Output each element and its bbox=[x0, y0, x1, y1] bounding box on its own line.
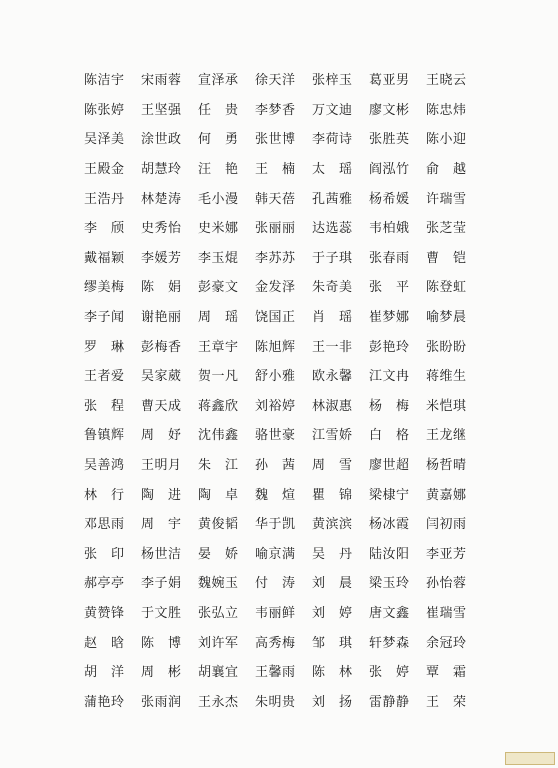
person-name: 陈旭辉 bbox=[255, 339, 296, 355]
person-name: 魏婉玉 bbox=[198, 576, 239, 592]
person-name: 刘 晨 bbox=[312, 576, 353, 592]
person-name: 宋雨蓉 bbox=[141, 73, 182, 89]
person-name: 江雪娇 bbox=[312, 428, 353, 444]
person-name: 吴 丹 bbox=[312, 546, 353, 562]
person-name: 李媛芳 bbox=[141, 250, 182, 266]
person-name: 唐文鑫 bbox=[369, 605, 410, 621]
person-name: 韦丽鲜 bbox=[255, 605, 296, 621]
person-name: 曹 铠 bbox=[426, 250, 467, 266]
name-row bbox=[84, 656, 484, 686]
person-name: 晏 娇 bbox=[198, 546, 239, 562]
person-name: 陈 林 bbox=[312, 665, 353, 681]
person-name: 王龙继 bbox=[426, 428, 467, 444]
person-name: 魏 煊 bbox=[255, 487, 296, 503]
person-name: 汪 艳 bbox=[198, 162, 239, 178]
person-name: 米恺琪 bbox=[426, 398, 467, 414]
person-name: 梁玉玲 bbox=[369, 576, 410, 592]
person-name: 陈登虹 bbox=[426, 280, 467, 296]
person-name: 朱奇美 bbox=[312, 280, 353, 296]
person-name: 轩梦森 bbox=[369, 635, 410, 651]
person-name: 杨希媛 bbox=[369, 191, 410, 207]
person-name: 余冠玲 bbox=[426, 635, 467, 651]
person-name: 肖 瑶 bbox=[312, 310, 353, 326]
person-name: 黄俊韬 bbox=[198, 517, 239, 533]
person-name: 王明月 bbox=[141, 458, 182, 474]
person-name: 周 宇 bbox=[141, 517, 182, 533]
person-name: 白 格 bbox=[369, 428, 410, 444]
person-name: 覃 霜 bbox=[426, 665, 467, 681]
person-name: 林淑惠 bbox=[312, 398, 353, 414]
person-name: 刘裕婷 bbox=[255, 398, 296, 414]
person-name: 闫初雨 bbox=[426, 517, 467, 533]
name-row bbox=[84, 360, 484, 390]
name-row bbox=[84, 508, 484, 538]
name-row bbox=[84, 597, 484, 627]
person-name: 蒲艳玲 bbox=[84, 694, 125, 710]
person-name: 舒小雅 bbox=[255, 369, 296, 385]
person-name: 陈 娟 bbox=[141, 280, 182, 296]
person-name: 胡 洋 bbox=[84, 665, 125, 681]
person-name: 贺一凡 bbox=[198, 369, 239, 385]
person-name: 骆世豪 bbox=[255, 428, 296, 444]
person-name: 于子琪 bbox=[312, 250, 353, 266]
person-name: 王章宇 bbox=[198, 339, 239, 355]
person-name: 华于凯 bbox=[255, 517, 296, 533]
person-name: 王晓云 bbox=[426, 73, 467, 89]
name-row bbox=[84, 330, 484, 360]
person-name: 曹天成 bbox=[141, 398, 182, 414]
person-name: 罗 琳 bbox=[84, 339, 125, 355]
person-name: 王者爱 bbox=[84, 369, 125, 385]
person-name: 陈 博 bbox=[141, 635, 182, 651]
person-name: 郝亭亭 bbox=[84, 576, 125, 592]
person-name: 张 程 bbox=[84, 398, 125, 414]
person-name: 沈伟鑫 bbox=[198, 428, 239, 444]
person-name: 周 瑶 bbox=[198, 310, 239, 326]
person-name: 崔梦娜 bbox=[369, 310, 410, 326]
person-name: 于文胜 bbox=[141, 605, 182, 621]
name-row bbox=[84, 685, 484, 715]
name-row bbox=[84, 478, 484, 508]
person-name: 葛亚男 bbox=[369, 73, 410, 89]
person-name: 王一非 bbox=[312, 339, 353, 355]
person-name: 张梓玉 bbox=[312, 73, 353, 89]
person-name: 周 妤 bbox=[141, 428, 182, 444]
person-name: 朱明贵 bbox=[255, 694, 296, 710]
person-name: 王 荣 bbox=[426, 694, 467, 710]
person-name: 金发泽 bbox=[255, 280, 296, 296]
person-name: 彭艳玲 bbox=[369, 339, 410, 355]
name-row bbox=[84, 538, 484, 568]
name-row bbox=[84, 182, 484, 212]
person-name: 欧永馨 bbox=[312, 369, 353, 385]
person-name: 彭豪文 bbox=[198, 280, 239, 296]
person-name: 吴家葳 bbox=[141, 369, 182, 385]
person-name: 张世博 bbox=[255, 132, 296, 148]
person-name: 胡襄宜 bbox=[198, 665, 239, 681]
person-name: 张弘立 bbox=[198, 605, 239, 621]
person-name: 周 雪 bbox=[312, 458, 353, 474]
person-name: 孙怡蓉 bbox=[426, 576, 467, 592]
person-name: 邹 琪 bbox=[312, 635, 353, 651]
name-row bbox=[84, 301, 484, 331]
person-name: 韩天蓓 bbox=[255, 191, 296, 207]
person-name: 王殿金 bbox=[84, 162, 125, 178]
person-name: 太 瑶 bbox=[312, 162, 353, 178]
person-name: 阎泓竹 bbox=[369, 162, 410, 178]
person-name: 陈洁宇 bbox=[84, 73, 125, 89]
name-row bbox=[84, 419, 484, 449]
person-name: 缪美梅 bbox=[84, 280, 125, 296]
person-name: 何 勇 bbox=[198, 132, 239, 148]
person-name: 达选蕊 bbox=[312, 221, 353, 237]
person-name: 王浩丹 bbox=[84, 191, 125, 207]
person-name: 王馨雨 bbox=[255, 665, 296, 681]
person-name: 赵 晗 bbox=[84, 635, 125, 651]
person-name: 廖世超 bbox=[369, 458, 410, 474]
person-name: 陶 进 bbox=[141, 487, 182, 503]
person-name: 韦柏娥 bbox=[369, 221, 410, 237]
person-name: 付 涛 bbox=[255, 576, 296, 592]
person-name: 刘许军 bbox=[198, 635, 239, 651]
person-name: 徐天洋 bbox=[255, 73, 296, 89]
person-name: 万文迪 bbox=[312, 102, 353, 118]
person-name: 宣泽承 bbox=[198, 73, 239, 89]
name-row bbox=[84, 242, 484, 272]
person-name: 张 平 bbox=[369, 280, 410, 296]
name-row bbox=[84, 212, 484, 242]
name-row bbox=[84, 153, 484, 183]
name-row bbox=[84, 390, 484, 420]
person-name: 李梦香 bbox=[255, 102, 296, 118]
person-name: 吴泽美 bbox=[84, 132, 125, 148]
name-list bbox=[84, 64, 484, 715]
corner-watermark bbox=[505, 752, 555, 765]
person-name: 张雨润 bbox=[141, 694, 182, 710]
person-name: 孔茜雅 bbox=[312, 191, 353, 207]
person-name: 杨 梅 bbox=[369, 398, 410, 414]
person-name: 廖文彬 bbox=[369, 102, 410, 118]
person-name: 胡慧玲 bbox=[141, 162, 182, 178]
person-name: 李亚芳 bbox=[426, 546, 467, 562]
person-name: 张春雨 bbox=[369, 250, 410, 266]
person-name: 邓思雨 bbox=[84, 517, 125, 533]
person-name: 蒋维生 bbox=[426, 369, 467, 385]
person-name: 毛小漫 bbox=[198, 191, 239, 207]
person-name: 李子闻 bbox=[84, 310, 125, 326]
person-name: 黄嘉娜 bbox=[426, 487, 467, 503]
person-name: 杨哲晴 bbox=[426, 458, 467, 474]
person-name: 李 颀 bbox=[84, 221, 125, 237]
person-name: 朱 江 bbox=[198, 458, 239, 474]
name-row bbox=[84, 94, 484, 124]
person-name: 张 印 bbox=[84, 546, 125, 562]
person-name: 杨冰霞 bbox=[369, 517, 410, 533]
name-row bbox=[84, 271, 484, 301]
person-name: 雷静静 bbox=[369, 694, 410, 710]
name-row bbox=[84, 64, 484, 94]
person-name: 喻京满 bbox=[255, 546, 296, 562]
person-name: 高秀梅 bbox=[255, 635, 296, 651]
person-name: 刘 婷 bbox=[312, 605, 353, 621]
person-name: 林 行 bbox=[84, 487, 125, 503]
person-name: 彭梅香 bbox=[141, 339, 182, 355]
person-name: 李玉焜 bbox=[198, 250, 239, 266]
person-name: 陶 卓 bbox=[198, 487, 239, 503]
person-name: 张芝莹 bbox=[426, 221, 467, 237]
person-name: 江文冉 bbox=[369, 369, 410, 385]
person-name: 俞 越 bbox=[426, 162, 467, 178]
person-name: 张胜英 bbox=[369, 132, 410, 148]
name-row bbox=[84, 123, 484, 153]
person-name: 许瑞雪 bbox=[426, 191, 467, 207]
person-name: 张盼盼 bbox=[426, 339, 467, 355]
person-name: 史米娜 bbox=[198, 221, 239, 237]
person-name: 梁棣宁 bbox=[369, 487, 410, 503]
person-name: 李子娟 bbox=[141, 576, 182, 592]
person-name: 张丽丽 bbox=[255, 221, 296, 237]
person-name: 李苏苏 bbox=[255, 250, 296, 266]
person-name: 陆汝阳 bbox=[369, 546, 410, 562]
name-row bbox=[84, 567, 484, 597]
person-name: 孙 茜 bbox=[255, 458, 296, 474]
person-name: 王 楠 bbox=[255, 162, 296, 178]
person-name: 任 贵 bbox=[198, 102, 239, 118]
person-name: 张 婷 bbox=[369, 665, 410, 681]
person-name: 戴福颖 bbox=[84, 250, 125, 266]
person-name: 杨世洁 bbox=[141, 546, 182, 562]
person-name: 周 彬 bbox=[141, 665, 182, 681]
person-name: 陈张婷 bbox=[84, 102, 125, 118]
name-row bbox=[84, 626, 484, 656]
person-name: 王永杰 bbox=[198, 694, 239, 710]
person-name: 饶国正 bbox=[255, 310, 296, 326]
person-name: 史秀怡 bbox=[141, 221, 182, 237]
person-name: 涂世政 bbox=[141, 132, 182, 148]
person-name: 吴善鸿 bbox=[84, 458, 125, 474]
person-name: 谢艳丽 bbox=[141, 310, 182, 326]
person-name: 王坚强 bbox=[141, 102, 182, 118]
person-name: 喻梦晨 bbox=[426, 310, 467, 326]
name-row bbox=[84, 449, 484, 479]
person-name: 李荷诗 bbox=[312, 132, 353, 148]
person-name: 黄滨滨 bbox=[312, 517, 353, 533]
person-name: 黄赞锋 bbox=[84, 605, 125, 621]
person-name: 陈小迎 bbox=[426, 132, 467, 148]
person-name: 崔瑞雪 bbox=[426, 605, 467, 621]
person-name: 蒋鑫欣 bbox=[198, 398, 239, 414]
person-name: 瞿 锦 bbox=[312, 487, 353, 503]
person-name: 陈忠炜 bbox=[426, 102, 467, 118]
person-name: 刘 扬 bbox=[312, 694, 353, 710]
person-name: 鲁镇辉 bbox=[84, 428, 125, 444]
person-name: 林楚涛 bbox=[141, 191, 182, 207]
